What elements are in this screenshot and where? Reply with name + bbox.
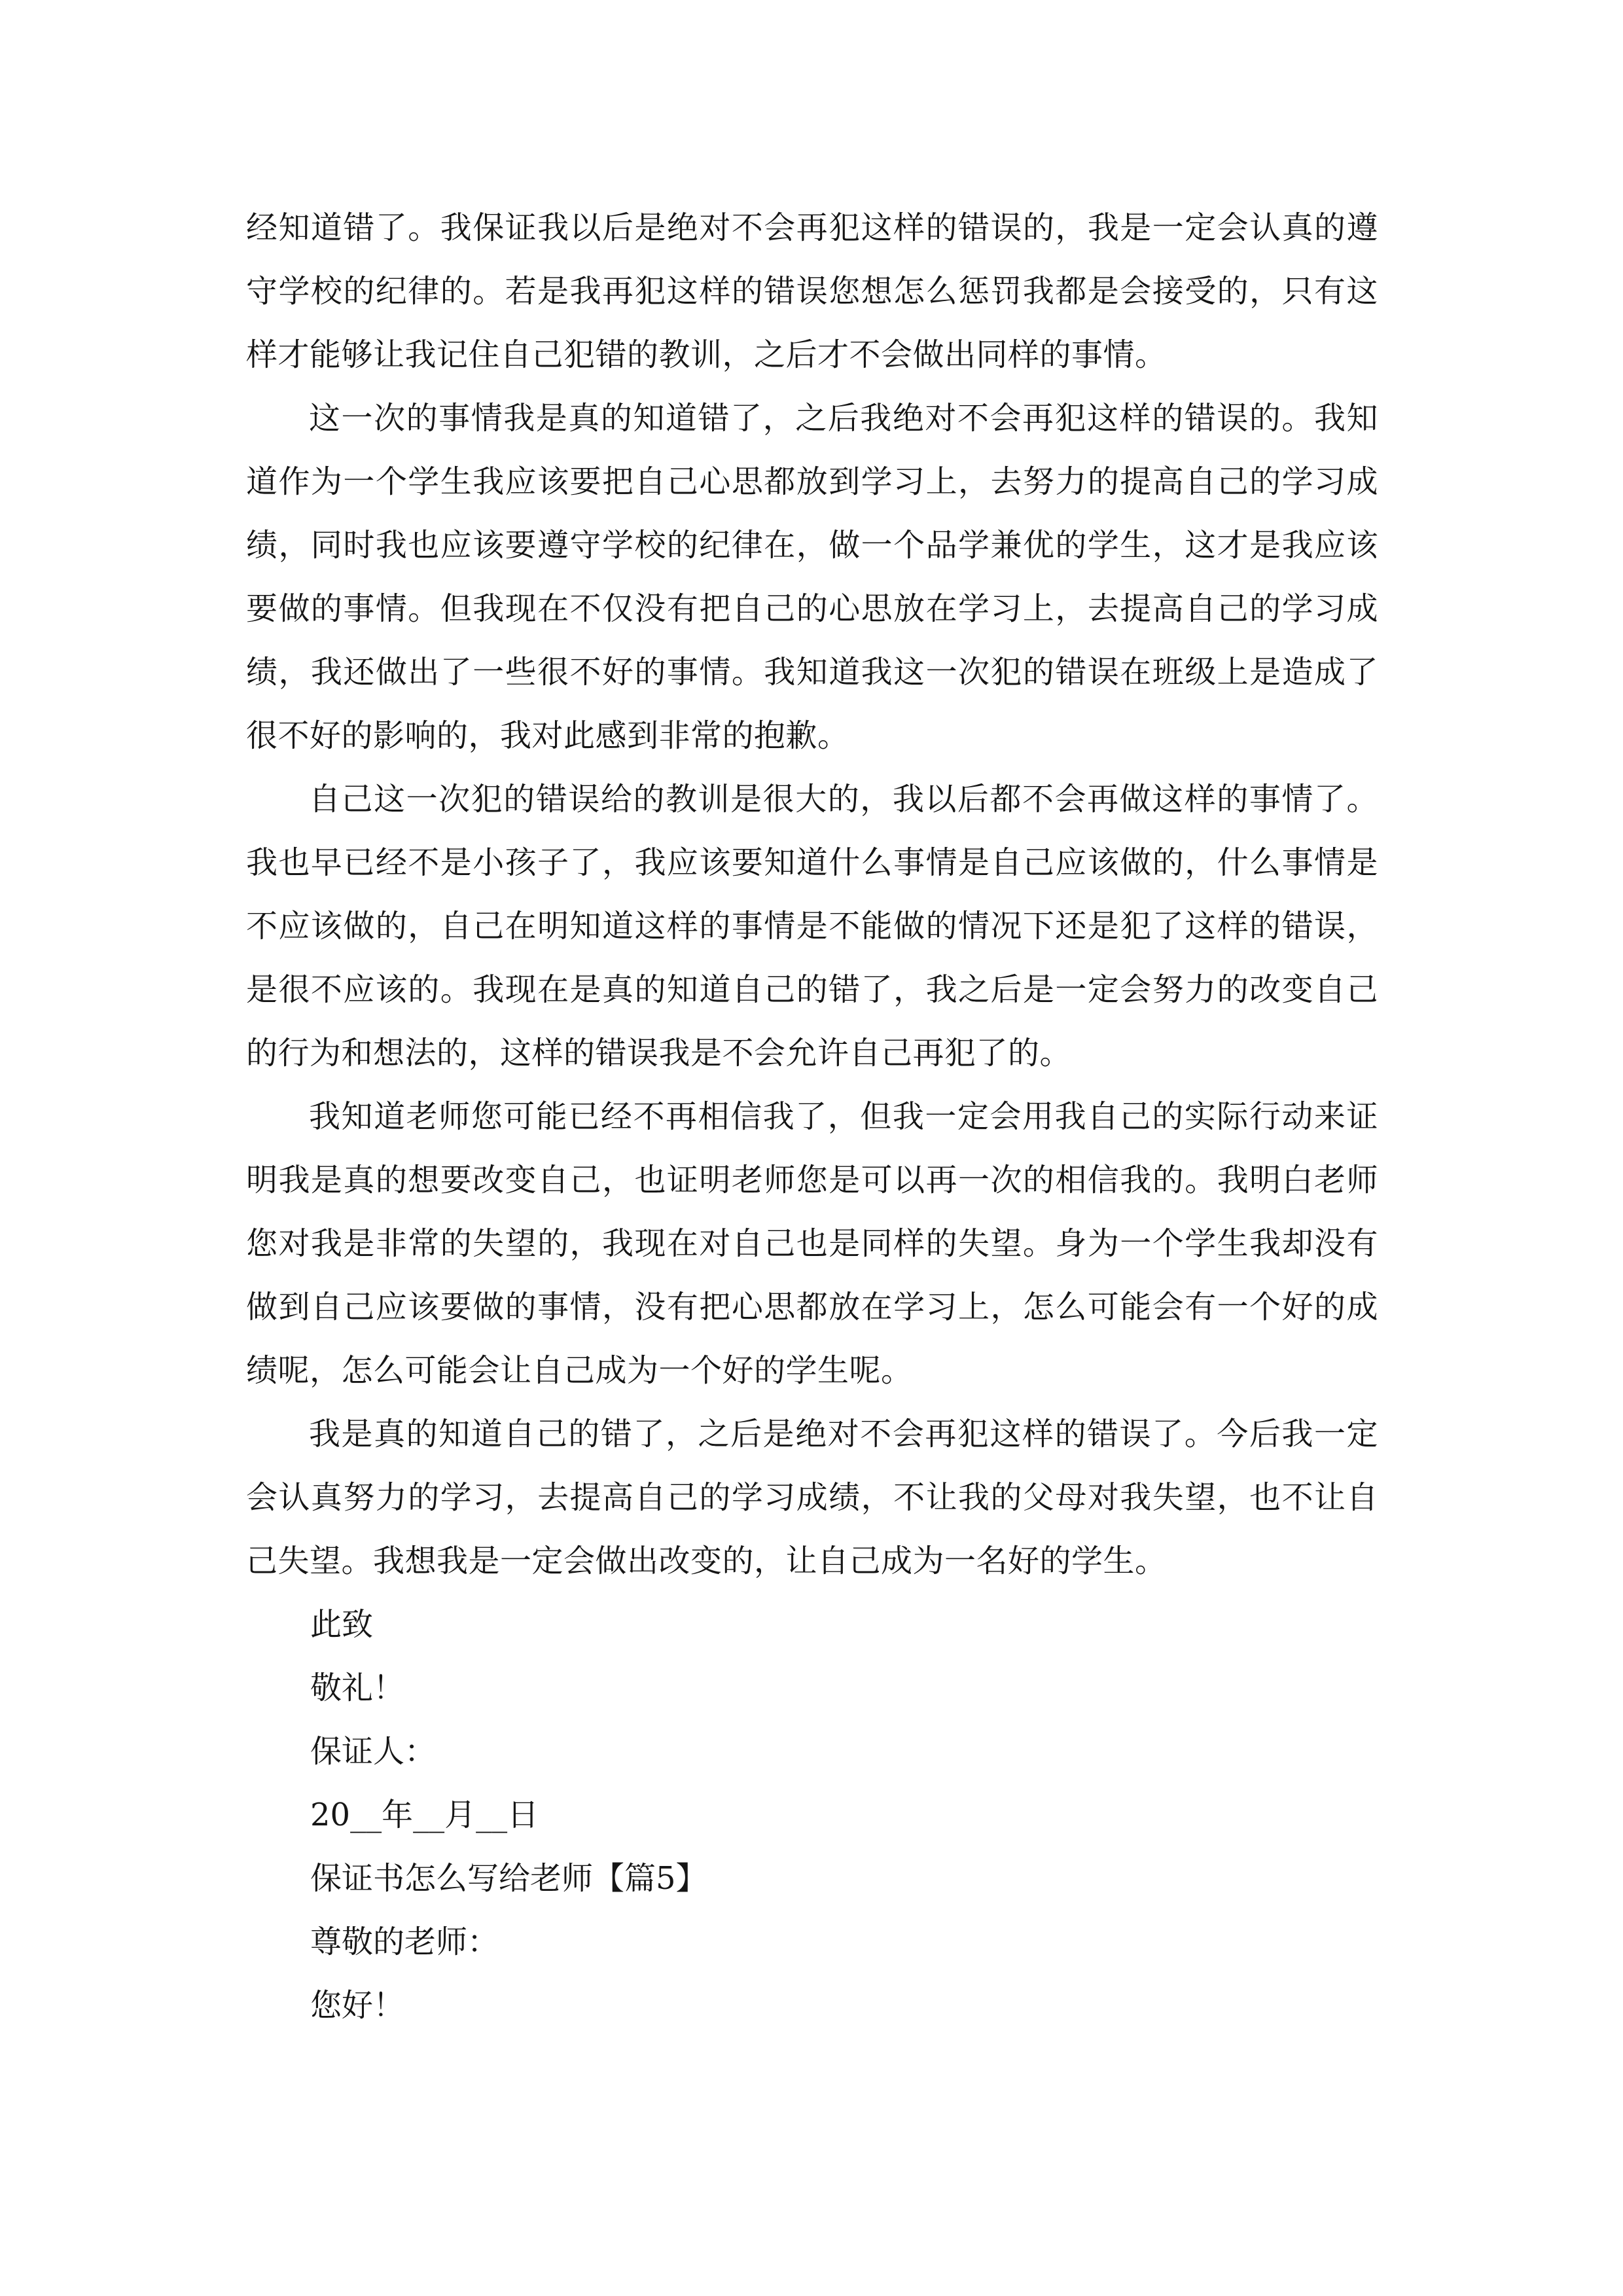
- greeting-recipient: 尊敬的老师：: [310, 1924, 499, 1960]
- section-title: 保证书怎么写给老师【篇5】: [310, 1860, 707, 1897]
- body-paragraph-1: 经知道错了。我保证我以后是绝对不会再犯这样的错误的，我是一定会认真的遵守学校的纪律的。若是我再犯这样的错误您想怎么惩罚我都是会接受的，只有这样才能够让我记住自己犯错的教训，之后才不会做出同样的事情。: [246, 209, 1378, 373]
- guarantor-label: 保证人：: [310, 1733, 437, 1770]
- greeting: 您好！: [310, 1987, 405, 2024]
- body-paragraph-5: 我是真的知道自己的错了，之后是绝对不会再犯这样的错误了。今后我一定会认真努力的学习，去提高自己的学习成绩，不让我的父母对我失望，也不让自己失望。我想我是一定会做出改变的，让自己成为一名好的学生。: [246, 1416, 1378, 1579]
- body-paragraph-4: 我知道老师您可能已经不再相信我了，但我一定会用我自己的实际行动来证明我是真的想要改变自己，也证明老师您是可以再一次的相信我的。我明白老师您对我是非常的失望的，我现在对自己也是同样的失望。身为一个学生我却没有做到自己应该要做的事情，没有把心思都放在学习上，怎么可能会有一个好的成绩呢，怎么可能会让自己成为一个好的学生呢。: [246, 1098, 1378, 1389]
- document-page: [246, 196, 1378, 2037]
- closing-regards: 敬礼！: [310, 1670, 405, 1706]
- body-paragraph-3: 自己这一次犯的错误给的教训是很大的，我以后都不会再做这样的事情了。我也早已经不是小孩子了，我应该要知道什么事情是自己应该做的，什么事情是不应该做的，自己在明知道这样的事情是不能做的情况下还是犯了这样的错误，是很不应该的。我现在是真的知道自己的错了，我之后是一定会努力的改变自己的行为和想法的，这样的错误我是不会允许自己再犯了的。: [246, 781, 1378, 1071]
- date-line: 20__年__月__日: [310, 1797, 539, 1833]
- body-paragraph-2: 这一次的事情我是真的知道错了，之后我绝对不会再犯这样的错误的。我知道作为一个学生我应该要把自己心思都放到学习上，去努力的提高自己的学习成绩，同时我也应该要遵守学校的纪律在，做一个品学兼优的学生，这才是我应该要做的事情。但我现在不仅没有把自己的心思放在学习上，去提高自己的学习成绩，我还做出了一些很不好的事情。我知道我这一次犯的错误在班级上是造成了很不好的影响的，我对此感到非常的抱歉。: [246, 400, 1378, 754]
- closing-salutation: 此致: [310, 1606, 374, 1643]
